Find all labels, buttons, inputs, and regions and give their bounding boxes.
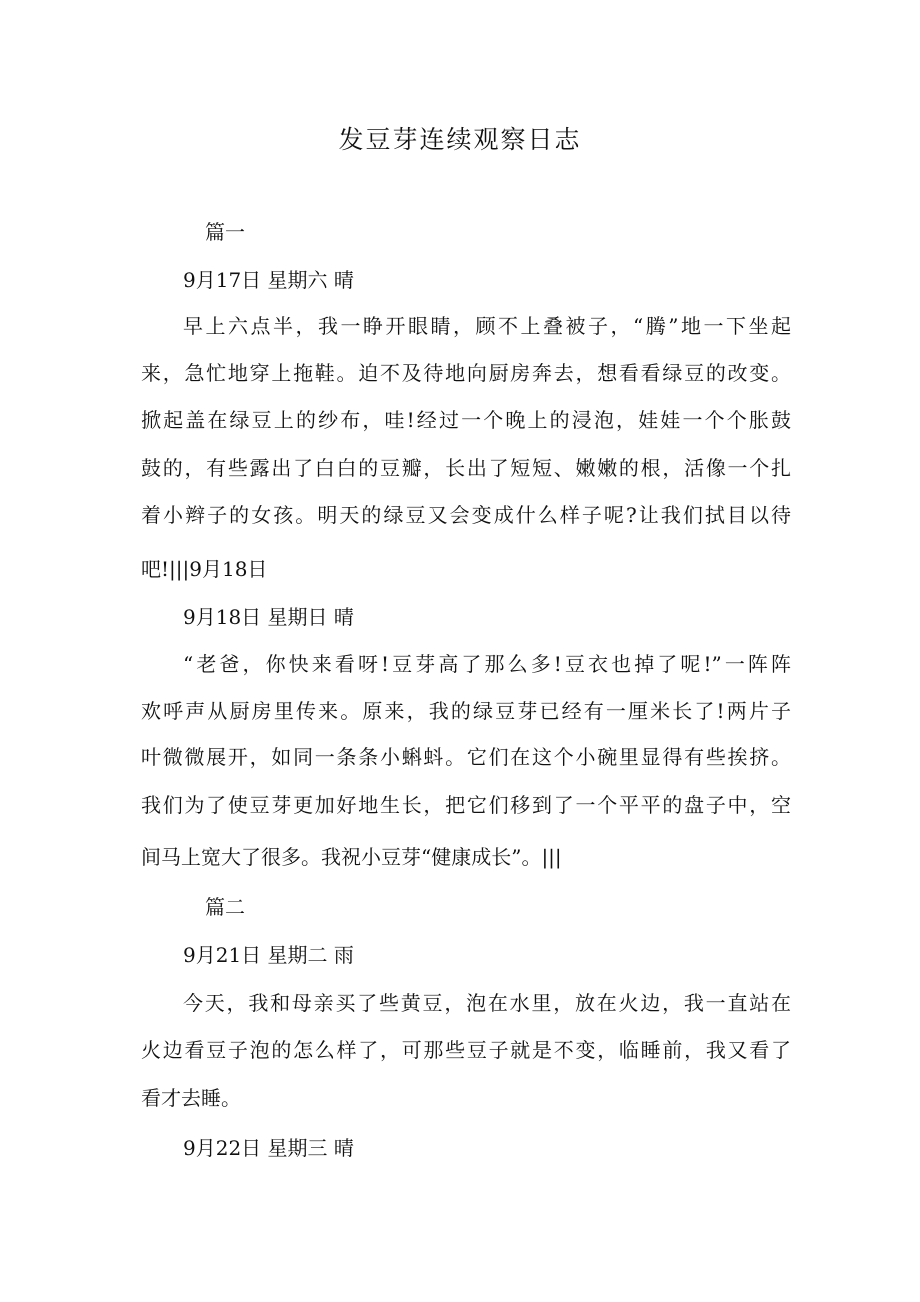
entry-date: 9月18日 星期日 晴 (183, 605, 354, 629)
paragraph-line: 鼓的，有些露出了白白的豆瓣，长出了短短、嫩嫩的根，活像一个扎 (141, 456, 791, 480)
paragraph-line: 来，急忙地穿上拖鞋。迫不及待地向厨房奔去，想看看绿豆的改变。 (141, 361, 791, 385)
paragraph-line: “老爸，你快来看呀!豆芽高了那么多!豆衣也掉了呢!”一阵阵 (183, 652, 791, 676)
section-heading: 篇二 (205, 895, 245, 919)
paragraph-line: 吧!|||9月18日 (141, 557, 268, 581)
paragraph-line: 我们为了使豆芽更加好地生长，把它们移到了一个平平的盘子中，空 (141, 793, 791, 817)
paragraph-line: 早上六点半，我一睁开眼睛，顾不上叠被子，“腾”地一下坐起 (183, 314, 791, 338)
paragraph-line: 看才去睡。 (141, 1086, 241, 1110)
paragraph-line: 掀起盖在绿豆上的纱布，哇!经过一个晚上的浸泡，娃娃一个个胀鼓 (141, 408, 791, 432)
section-heading: 篇一 (205, 220, 245, 244)
entry-date: 9月17日 星期六 晴 (183, 268, 354, 292)
paragraph-line: 着小辫子的女孩。明天的绿豆又会变成什么样子呢?让我们拭目以待 (141, 503, 791, 527)
entry-date: 9月21日 星期二 雨 (183, 943, 354, 967)
paragraph-line: 欢呼声从厨房里传来。原来，我的绿豆芽已经有一厘米长了!两片子 (141, 699, 791, 723)
document-title: 发豆芽连续观察日志 (338, 125, 582, 154)
entry-date: 9月22日 星期三 晴 (183, 1136, 354, 1160)
paragraph-line: 叶微微展开，如同一条条小蝌蚪。它们在这个小碗里显得有些挨挤。 (141, 745, 791, 769)
paragraph-line: 间马上宽大了很多。我祝小豆芽“健康成长”。||| (141, 845, 562, 869)
paragraph-line: 火边看豆子泡的怎么样了，可那些豆子就是不变，临睡前，我又看了 (141, 1038, 791, 1062)
paragraph-line: 今天，我和母亲买了些黄豆，泡在水里，放在火边，我一直站在 (183, 991, 791, 1015)
